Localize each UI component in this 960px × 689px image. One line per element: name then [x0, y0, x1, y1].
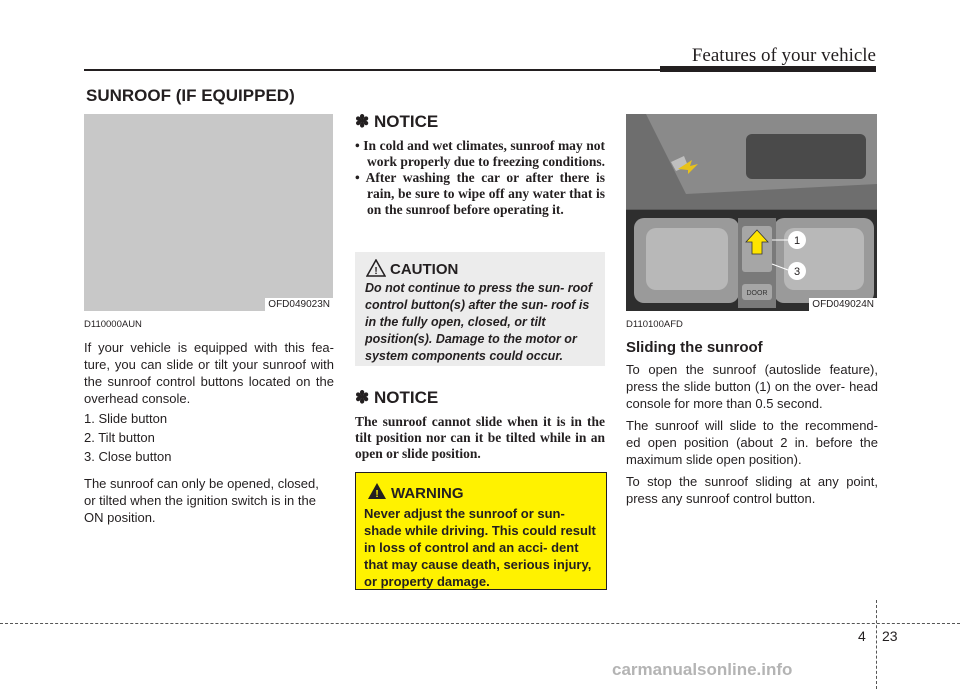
- button-list: [84, 410, 334, 465]
- warning-title: WARNING: [391, 485, 464, 502]
- footer-rule: [0, 623, 960, 624]
- list-item: 1. Slide button: [84, 411, 168, 426]
- image-tag: OFD049023N: [265, 298, 333, 311]
- header-accent-bar: [660, 66, 876, 72]
- paragraph: To open the sunroof (autoslide feature), press the slide button (1) on the over- head console for more than 0.5 second.: [626, 362, 878, 411]
- list-item: 2. Tilt button: [84, 430, 155, 445]
- notice-1: [355, 112, 605, 218]
- notice-text: The sunroof cannot slide when it is in the tilt position nor can it be tilted while in an open or slide position.: [355, 414, 605, 461]
- console-photo: [626, 114, 877, 311]
- sunroof-photo-placeholder: [84, 114, 333, 311]
- section-title: SUNROOF (IF EQUIPPED): [86, 86, 295, 105]
- paragraph: The sunroof will slide to the recommend- ed open position (about 2 in. before the maximum slide open position).: [626, 418, 878, 467]
- caution-title: CAUTION: [390, 261, 459, 278]
- page-number: 23: [882, 628, 898, 644]
- callout-1: 1: [793, 235, 801, 247]
- warning-box: [355, 472, 607, 590]
- chapter-number: 4: [858, 628, 866, 644]
- subsection-title: Sliding the sunroof: [626, 339, 763, 356]
- image-tag: OFD049024N: [809, 298, 877, 311]
- warning-text: Never adjust the sunroof or sun- shade while driving. This could result in loss of control and an acci- dent that may cause death, serious injury, or property damage.: [364, 506, 596, 589]
- watermark: carmanualsonline.info: [612, 660, 793, 679]
- callout-3: 3: [793, 266, 801, 278]
- notice-title: ✽ NOTICE: [355, 112, 439, 131]
- list-item: • After washing the car or after there is rain, be sure to wipe off any water that is on the sunroof before operating it.: [355, 170, 605, 217]
- list-item: • In cold and wet climates, sunroof may not work properly due to freezing conditions.: [355, 138, 605, 169]
- ignition-paragraph: The sunroof can only be opened, closed, or tilted when the ignition switch is in the ON position.: [84, 476, 319, 525]
- notice-title: ✽ NOTICE: [355, 388, 439, 407]
- list-item: 3. Close button: [84, 449, 172, 464]
- paragraph: To stop the sunroof sliding at any point, press any sunroof control button.: [626, 474, 878, 506]
- caution-text: Do not continue to press the sun- roof control button(s) after the sun- roof is in the fully open, closed, or tilt position(s). Damage to the motor or system components could occur.: [365, 281, 593, 363]
- left-column-text: [84, 316, 334, 526]
- console-door-label: DOOR: [746, 290, 768, 297]
- svg-text:!: !: [374, 266, 378, 277]
- caution-triangle-icon: [366, 259, 386, 277]
- running-header-title: Features of your vehicle: [691, 45, 876, 66]
- overhead-console-illustration: [626, 114, 877, 311]
- caution-box: [355, 252, 605, 366]
- warning-triangle-icon: [367, 482, 387, 500]
- right-column-text: [626, 316, 878, 507]
- svg-text:!: !: [375, 489, 379, 500]
- notice-2: [355, 388, 605, 462]
- footer-divider: [876, 600, 877, 689]
- notice-list: [355, 138, 605, 218]
- section-code: D110100AFD: [626, 319, 683, 330]
- intro-paragraph: If your vehicle is equipped with this fea- ture, you can slide or tilt your sunroof with the sunroof control buttons located on the overhead console.: [84, 340, 334, 406]
- section-code: D110000AUN: [84, 319, 142, 330]
